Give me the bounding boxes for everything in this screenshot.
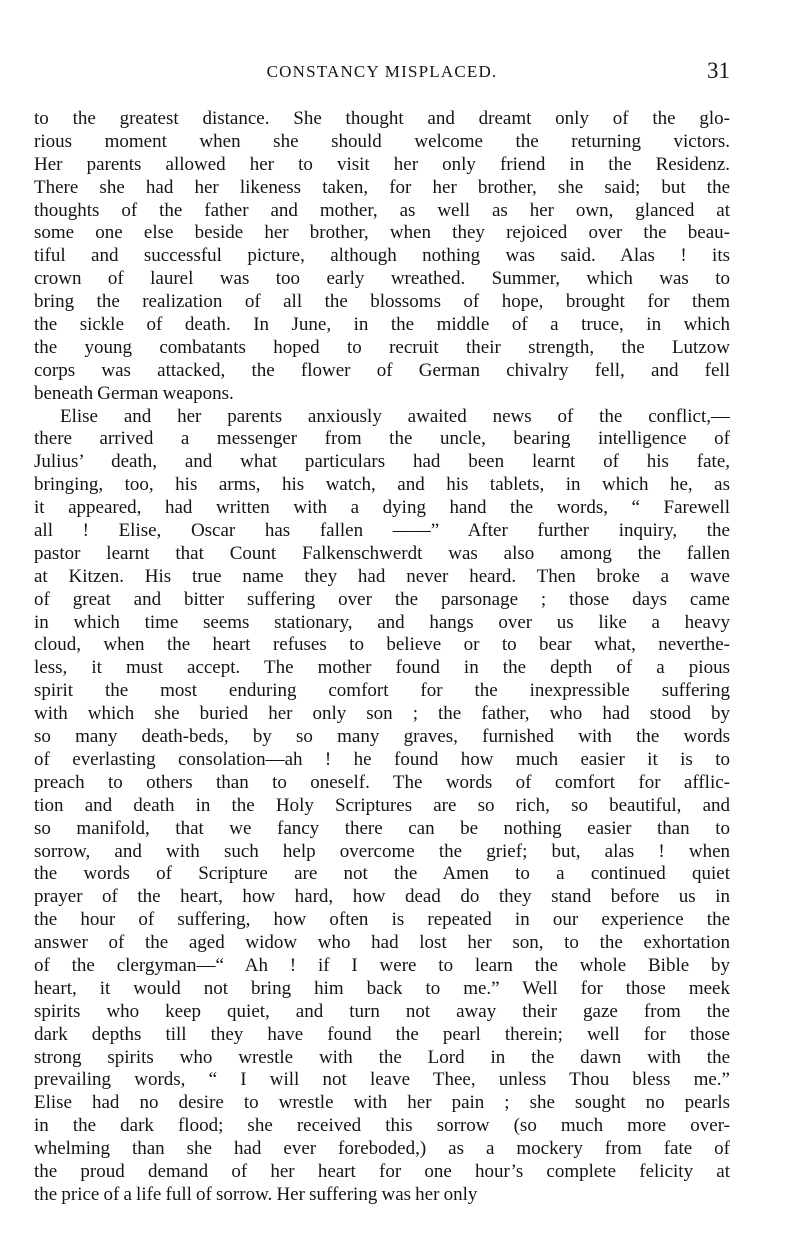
text-line: some one else beside her brother, when they rejoiced over the beau- <box>34 222 730 244</box>
page-number: 31 <box>707 58 730 83</box>
text-line: Elise and her parents anxiously awaited news of the conflict,— <box>60 405 730 427</box>
text-line: Julius’ death, and what particulars had been learnt of his fate, <box>34 451 730 473</box>
text-line: the price of a life full of sorrow. Her suffering was her only <box>34 1183 478 1205</box>
body-text <box>34 108 730 1207</box>
text-line: whelming than she had ever foreboded,) as a mockery from fate of <box>34 1138 730 1160</box>
paragraph <box>34 406 730 1207</box>
text-line: answer of the aged widow who had lost her son, to the exhortation <box>34 932 730 954</box>
text-line: spirits who keep quiet, and turn not away their gaze from the <box>34 1000 730 1022</box>
text-line: Her parents allowed her to visit her only friend in the Residenz. <box>34 153 730 175</box>
text-line: thoughts of the father and mother, as well as her own, glanced at <box>34 199 730 221</box>
text-line: sorrow, and with such help overcome the grief; but, alas ! when <box>34 840 730 862</box>
text-line: prevailing words, “ I will not leave Thee, unless Thou bless me.” <box>34 1069 730 1091</box>
text-line: with which she buried her only son ; the father, who had stood by <box>34 703 730 725</box>
text-line: bringing, too, his arms, his watch, and his tablets, in which he, as <box>34 474 730 496</box>
text-line: less, it must accept. The mother found in the depth of a pious <box>34 657 730 679</box>
text-line: spirit the most enduring comfort for the inexpressible suffering <box>34 680 730 702</box>
text-line: cloud, when the heart refuses to believe or to bear what, neverthe- <box>34 634 730 656</box>
text-line: tiful and successful picture, although nothing was said. Alas ! its <box>34 245 730 267</box>
text-line: the hour of suffering, how often is repeated in our experience the <box>34 909 730 931</box>
text-line: to the greatest distance. She thought and dreamt only of the glo- <box>34 108 730 129</box>
text-line: in which time seems stationary, and hangs over us like a heavy <box>34 611 730 633</box>
text-line: tion and death in the Holy Scriptures are so rich, so beautiful, and <box>34 794 730 816</box>
text-line: Elise had no desire to wrestle with her pain ; she sought no pearls <box>34 1092 730 1114</box>
text-line: it appeared, had written with a dying hand the words, “ Farewell <box>34 497 730 519</box>
paragraph <box>34 108 730 406</box>
text-line: all ! Elise, Oscar has fallen ——” After further inquiry, the <box>34 520 730 542</box>
text-line: the words of Scripture are not the Amen to a continued quiet <box>34 863 730 885</box>
text-line: at Kitzen. His true name they had never heard. Then broke a wave <box>34 565 730 587</box>
text-line: prayer of the heart, how hard, how dead do they stand before us in <box>34 886 730 908</box>
text-line: there arrived a messenger from the uncle, bearing intelligence of <box>34 428 730 450</box>
text-line: the young combatants hoped to recruit their strength, the Lutzow <box>34 336 730 358</box>
text-line: beneath German weapons. <box>34 382 234 404</box>
running-head <box>34 58 730 88</box>
text-line: of everlasting consolation—ah ! he found how much easier it is to <box>34 748 730 770</box>
running-title: CONSTANCY MISPLACED. <box>266 62 498 81</box>
text-line: There she had her likeness taken, for her brother, she said; but the <box>34 176 730 198</box>
text-line: pastor learnt that Count Falkenschwerdt was also among the fallen <box>34 542 730 564</box>
text-line: heart, it would not bring him back to me.” Well for those meek <box>34 977 730 999</box>
text-line: dark depths till they have found the pearl therein; well for those <box>34 1023 730 1045</box>
text-line: rious moment when she should welcome the returning victors. <box>34 130 730 152</box>
text-line: corps was attacked, the flower of German chivalry fell, and fell <box>34 359 730 381</box>
text-line: strong spirits who wrestle with the Lord in the dawn with the <box>34 1046 730 1068</box>
text-line: crown of laurel was too early wreathed. Summer, which was to <box>34 268 730 290</box>
text-line: of great and bitter suffering over the parsonage ; those days came <box>34 588 730 610</box>
text-line: the proud demand of her heart for one hour’s complete felicity at <box>34 1160 730 1182</box>
text-line: in the dark flood; she received this sorrow (so much more over- <box>34 1115 730 1137</box>
text-line: the sickle of death. In June, in the middle of a truce, in which <box>34 314 730 336</box>
text-line: preach to others than to oneself. The words of comfort for afflic- <box>34 771 730 793</box>
text-line: bring the realization of all the blossoms of hope, brought for them <box>34 291 730 313</box>
text-line: of the clergyman—“ Ah ! if I were to learn the whole Bible by <box>34 954 730 976</box>
text-line: so many death-beds, by so many graves, furnished with the words <box>34 726 730 748</box>
text-line: so manifold, that we fancy there can be nothing easier than to <box>34 817 730 839</box>
